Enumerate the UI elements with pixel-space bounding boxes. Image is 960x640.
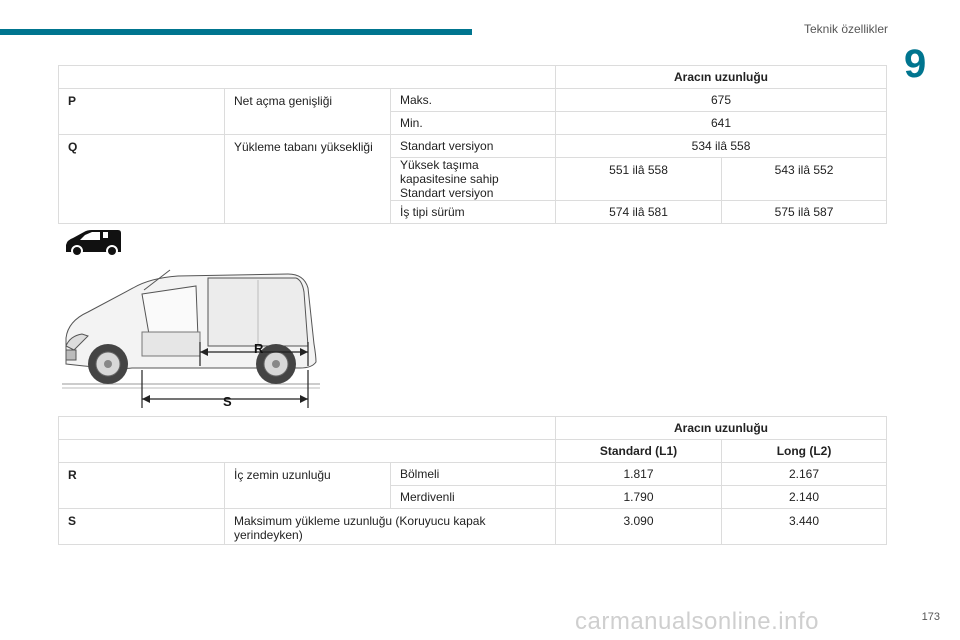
- table-header-row: [59, 417, 887, 440]
- row-label: Yükleme tabanı yüksekliği: [225, 135, 391, 224]
- row-code: Q: [59, 135, 225, 224]
- row-label: Net açma genişliği: [225, 89, 391, 135]
- value-cell: 534 ilâ 558: [556, 135, 887, 158]
- row-code: P: [59, 89, 225, 135]
- sub-label: İş tipi sürüm: [391, 201, 556, 224]
- sub-label: Yüksek taşıma kapasitesine sahip Standart versiyon: [391, 158, 556, 201]
- header-accent-bar: [0, 29, 472, 35]
- table-header-row: [59, 440, 887, 463]
- sub-label: Min.: [391, 112, 556, 135]
- row-label: Maksimum yükleme uzunluğu (Koruyucu kapak yerindeyken): [225, 509, 556, 545]
- watermark: carmanualsonline.info: [575, 608, 819, 635]
- column-header: Aracın uzunluğu: [556, 66, 887, 89]
- table-row: [59, 89, 887, 112]
- value-cell: 543 ilâ 552: [722, 158, 887, 201]
- table-row: [59, 509, 887, 545]
- vehicle-length-table: [58, 416, 887, 545]
- value-cell: 675: [556, 89, 887, 112]
- sub-label: Bölmeli: [391, 463, 556, 486]
- value-cell: 574 ilâ 581: [556, 201, 722, 224]
- value-cell: 3.090: [556, 509, 722, 545]
- table-header-row: [59, 66, 887, 89]
- van-length-diagram: [58, 266, 322, 410]
- dimension-label-r: R: [254, 341, 264, 356]
- dimension-label-s: S: [223, 394, 232, 409]
- column-header: Aracın uzunluğu: [556, 417, 887, 440]
- value-cell: 551 ilâ 558: [556, 158, 722, 201]
- opening-dimensions-table: [58, 65, 887, 224]
- value-cell: 575 ilâ 587: [722, 201, 887, 224]
- chapter-number: 9: [904, 42, 927, 86]
- sub-label: Maks.: [391, 89, 556, 112]
- row-code: R: [59, 463, 225, 509]
- value-cell: 3.440: [722, 509, 887, 545]
- value-cell: 641: [556, 112, 887, 135]
- row-code: S: [59, 509, 225, 545]
- value-cell: 2.167: [722, 463, 887, 486]
- column-header-l2: Long (L2): [722, 440, 887, 463]
- van-icon: [64, 229, 122, 257]
- row-label: İç zemin uzunluğu: [225, 463, 391, 509]
- sub-label: Merdivenli: [391, 486, 556, 509]
- value-cell: 1.817: [556, 463, 722, 486]
- section-title: Teknik özellikler: [803, 22, 888, 36]
- table-row: [59, 463, 887, 486]
- table-row: [59, 135, 887, 158]
- page-number: 173: [921, 611, 940, 623]
- value-cell: 1.790: [556, 486, 722, 509]
- sub-label: Standart versiyon: [391, 135, 556, 158]
- column-header-l1: Standard (L1): [556, 440, 722, 463]
- value-cell: 2.140: [722, 486, 887, 509]
